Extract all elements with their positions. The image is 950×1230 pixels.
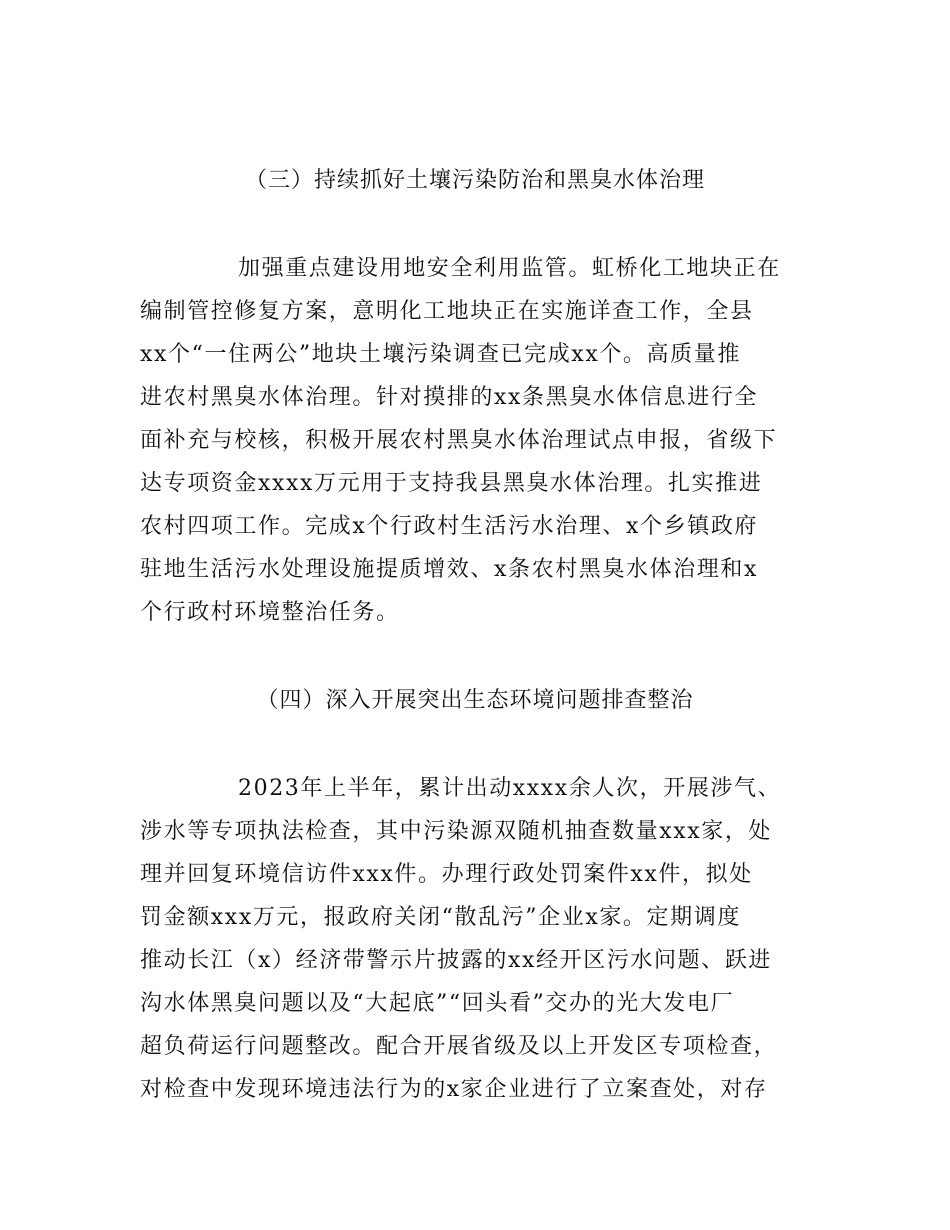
paragraph-line: 驻地生活污水处理设施提质增效、x条农村黑臭水体治理和x xyxy=(140,557,759,582)
paragraph-line: 沟水体黑臭问题以及“大起底”“回头看”交办的光大发电厂 xyxy=(140,991,735,1016)
section-4-paragraph xyxy=(140,767,820,1111)
paragraph-line: 理并回复环境信访件xxx件。办理行政处罚案件xx件，拟处 xyxy=(140,862,753,887)
section-heading-3: （三）持续抓好土壤污染防治和黑臭水体治理 xyxy=(244,168,705,193)
paragraph-line: 编制管控修复方案，意明化工地块正在实施详查工作，全县 xyxy=(140,299,754,324)
paragraph-line: 加强重点建设用地安全利用监管。虹桥化工地块正在 xyxy=(238,256,781,281)
paragraph-line: 推动长江（x）经济带警示片披露的xx经开区污水问题、跃进 xyxy=(140,948,773,973)
paragraph-line: 进农村黑臭水体治理。针对摸排的xx条黑臭水体信息进行全 xyxy=(140,385,759,410)
paragraph-line: 2023年上半年，累计出动xxxx余人次，开展涉气、 xyxy=(238,776,782,801)
paragraph-line: 达专项资金xxxx万元用于支持我县黑臭水体治理。扎实推进 xyxy=(140,471,763,496)
paragraph-line: 农村四项工作。完成x个行政村生活污水治理、x个乡镇政府 xyxy=(140,514,759,539)
paragraph-line: 罚金额xxx万元，报政府关闭“散乱污”企业x家。定期调度 xyxy=(140,905,741,930)
section-heading-4: （四）深入开展突出生态环境问题排查整治 xyxy=(256,688,694,713)
paragraph-line: 涉水等专项执法检查，其中污染源双随机抽查数量xxx家，处 xyxy=(140,819,773,844)
paragraph-line: 对检查中发现环境违法行为的x家企业进行了立案查处，对存 xyxy=(140,1077,768,1102)
paragraph-line: 面补充与校核，积极开展农村黑臭水体治理试点申报，省级下 xyxy=(140,428,778,453)
paragraph-line: xx个“一住两公”地块土壤污染调查已完成xx个。高质量推 xyxy=(140,342,741,367)
section-3-paragraph xyxy=(140,247,820,634)
paragraph-line: 个行政村环境整治任务。 xyxy=(140,600,400,625)
paragraph-line: 超负荷运行问题整改。配合开展省级及以上开发区专项检查， xyxy=(140,1034,778,1059)
